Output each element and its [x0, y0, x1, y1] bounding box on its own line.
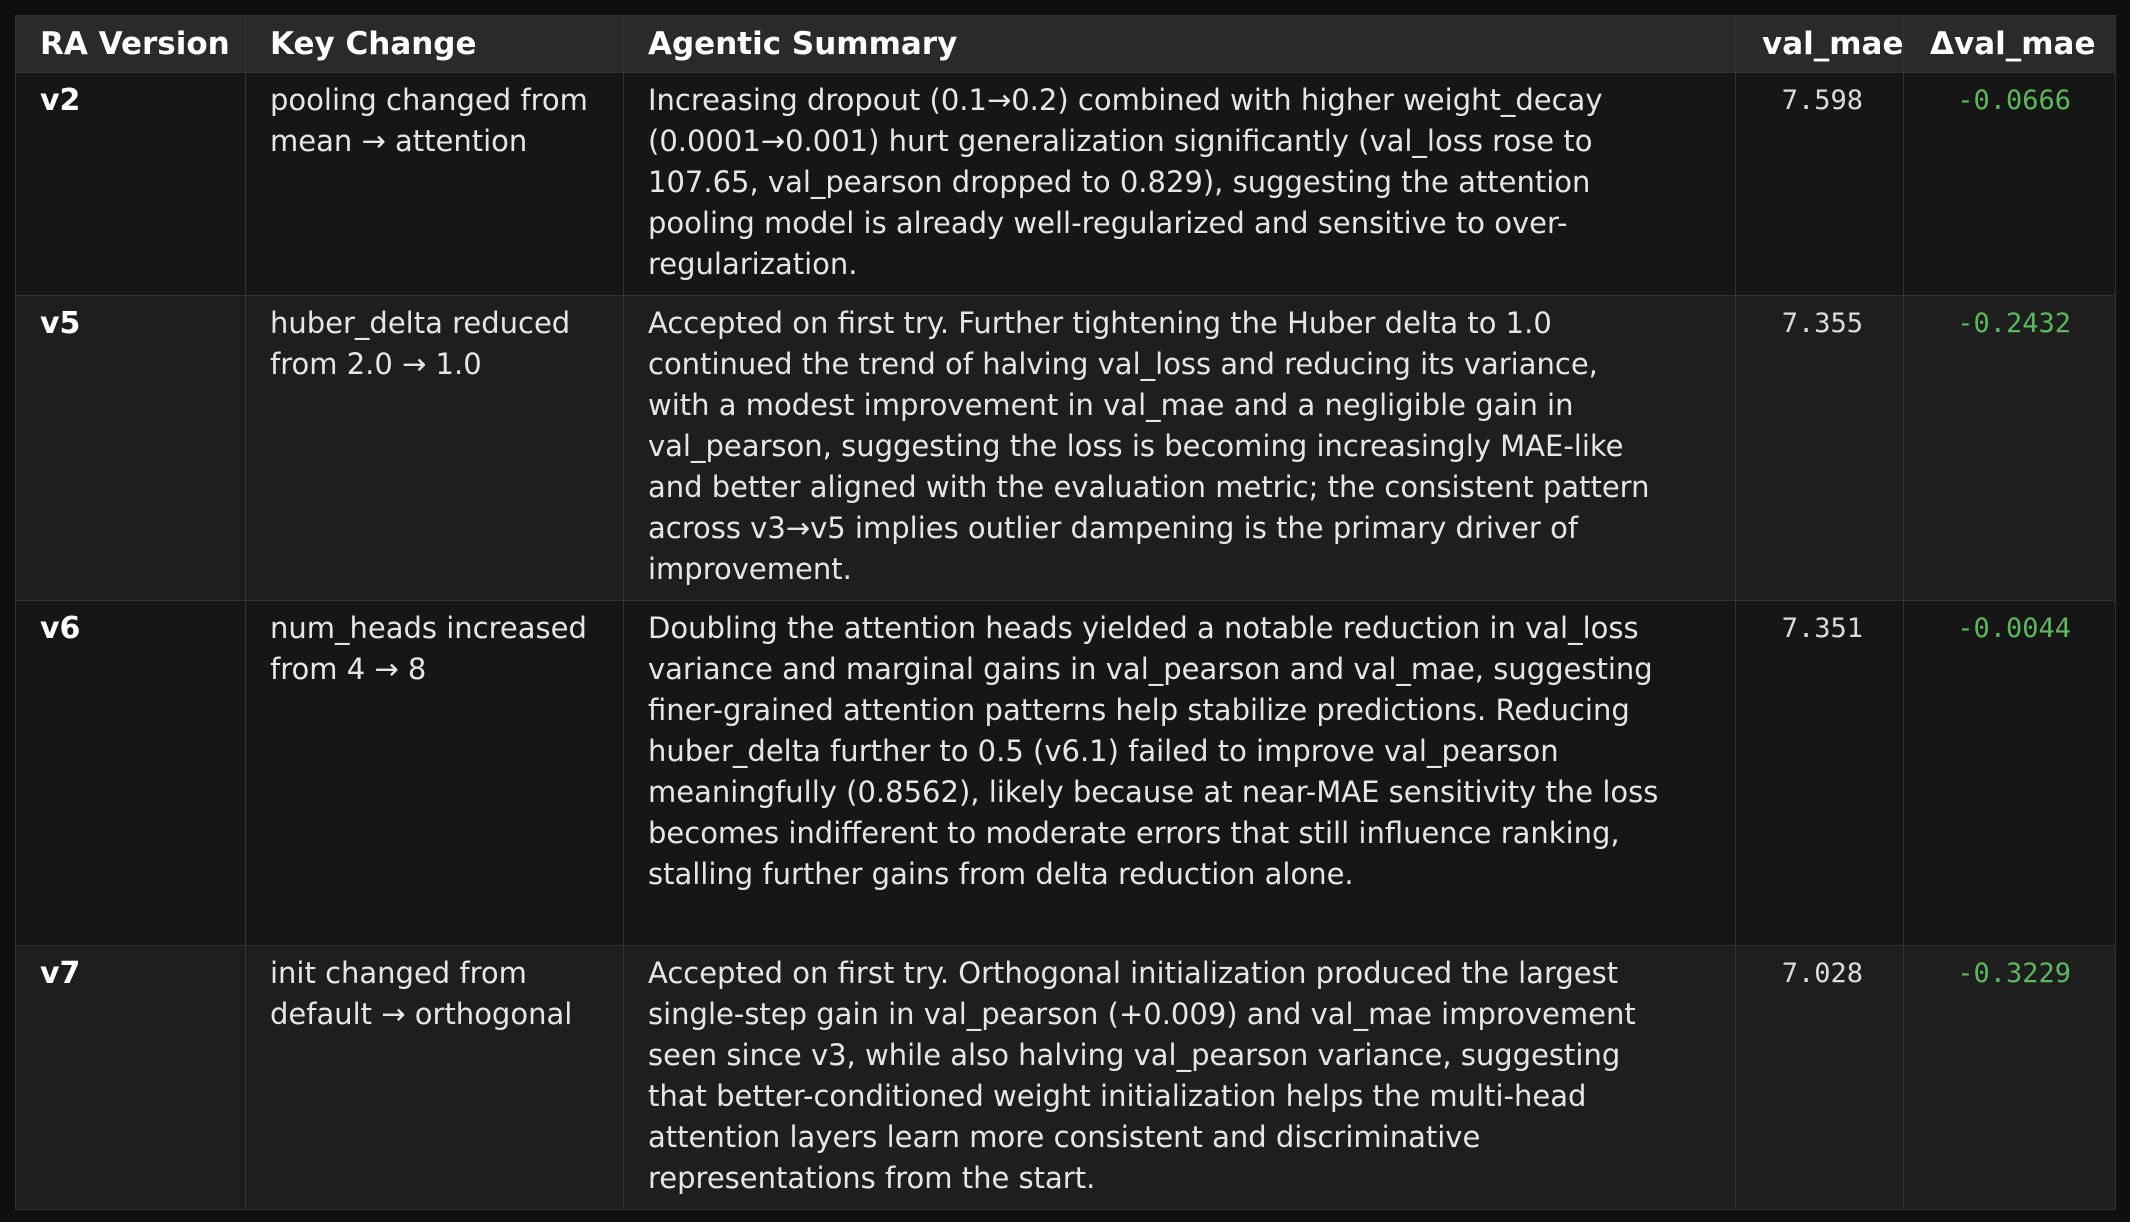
column-header-agentic-summary: Agentic Summary	[624, 16, 1736, 73]
val-mae-cell: 7.355	[1736, 296, 1904, 601]
val-mae-cell: 7.351	[1736, 601, 1904, 946]
delta-val-mae-cell: -0.0044	[1904, 601, 2116, 946]
summary-cell: Accepted on first try. Orthogonal initialization produced the largest single-step gain in val_pearson (+0.009) and val_mae improvement seen since v3, while also halving val_pearson variance, suggesting that better-conditioned weight initialization helps the multi-head attention layers learn more consistent and discriminative representations from the start.	[624, 946, 1736, 1210]
results-table	[15, 15, 2116, 1210]
summary-cell: Doubling the attention heads yielded a notable reduction in val_loss variance and marginal gains in val_pearson and val_mae, suggesting finer-grained attention patterns help stabilize predictions. Reducing huber_delta further to 0.5 (v6.1) failed to improve val_pearson meaningfully (0.8562), likely because at near-MAE sensitivity the loss becomes indifferent to moderate errors that still influence ranking, stalling further gains from delta reduction alone.	[624, 601, 1736, 946]
key-change-cell: pooling changed from mean → attention	[246, 73, 624, 296]
val-mae-cell: 7.028	[1736, 946, 1904, 1210]
table-row	[16, 73, 2116, 296]
version-cell: v5	[16, 296, 246, 601]
version-cell: v7	[16, 946, 246, 1210]
column-header-key-change: Key Change	[246, 16, 624, 73]
delta-val-mae-cell: -0.0666	[1904, 73, 2116, 296]
version-cell: v2	[16, 73, 246, 296]
table-row	[16, 946, 2116, 1210]
key-change-cell: num_heads increased from 4 → 8	[246, 601, 624, 946]
table-row	[16, 296, 2116, 601]
table-row	[16, 601, 2116, 946]
summary-cell: Accepted on first try. Further tightening the Huber delta to 1.0 continued the trend of halving val_loss and reducing its variance, with a modest improvement in val_mae and a negligible gain in val_pearson, suggesting the loss is becoming increasingly MAE-like and better aligned with the evaluation metric; the consistent pattern across v3→v5 implies outlier dampening is the primary driver of improvement.	[624, 296, 1736, 601]
key-change-cell: huber_delta reduced from 2.0 → 1.0	[246, 296, 624, 601]
val-mae-cell: 7.598	[1736, 73, 1904, 296]
delta-val-mae-cell: -0.3229	[1904, 946, 2116, 1210]
summary-cell: Increasing dropout (0.1→0.2) combined with higher weight_decay (0.0001→0.001) hurt generalization significantly (val_loss rose to 107.65, val_pearson dropped to 0.829), suggesting the attention pooling model is already well-regularized and sensitive to over-regularization.	[624, 73, 1736, 296]
results-table-container	[15, 15, 2115, 1210]
column-header-ra-version: RA Version	[16, 16, 246, 73]
key-change-cell: init changed from default → orthogonal	[246, 946, 624, 1210]
version-cell: v6	[16, 601, 246, 946]
header-row	[16, 16, 2116, 73]
column-header-val-mae: val_mae	[1736, 16, 1904, 73]
delta-val-mae-cell: -0.2432	[1904, 296, 2116, 601]
column-header-delta-val-mae: Δval_mae	[1904, 16, 2116, 73]
